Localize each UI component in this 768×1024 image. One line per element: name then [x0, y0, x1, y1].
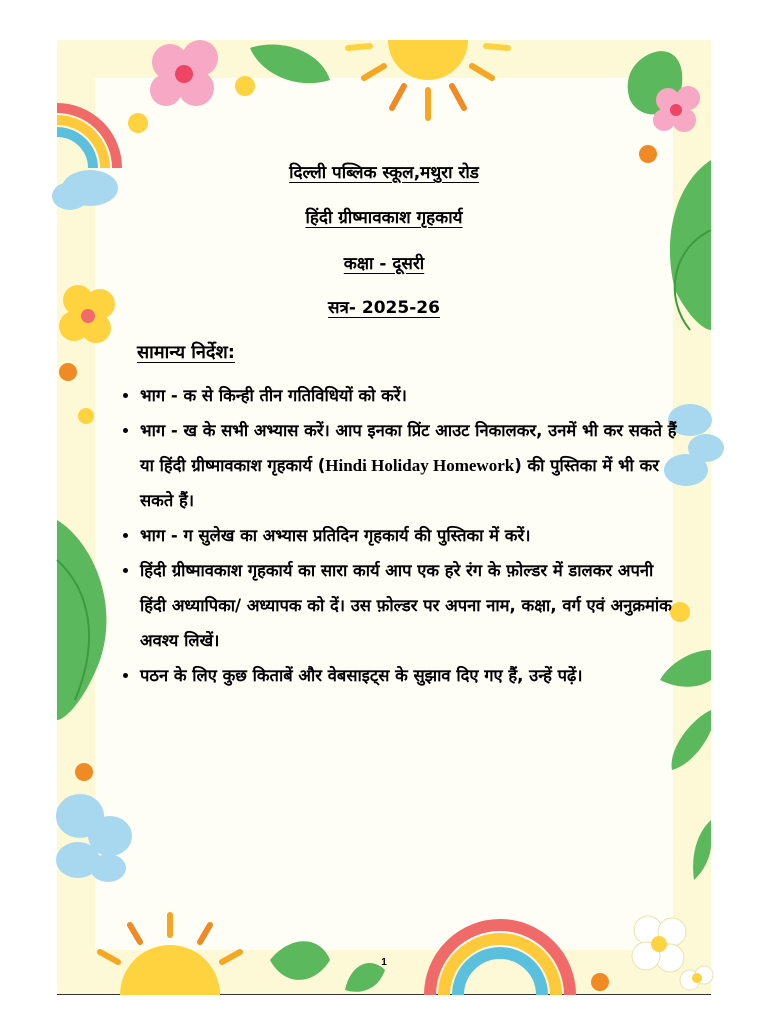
list-item-english-text: Hindi Holiday Homework: [325, 456, 515, 475]
list-item: • भाग - क से किन्ही तीन गतिविधियों को करें।: [140, 378, 680, 413]
list-item-text: भाग - ख के सभी अभ्यास करें। आप इनका प्रिंट आउट निकालकर, उनमें भी कर सकते हैं या हिंदी ग्रीष्मावकाश गृहकार्य (: [140, 421, 677, 475]
session-heading: सत्र- 2025-26: [328, 298, 440, 318]
list-item-text: ) की पुस्तिका में भी कर सकते हैं।: [140, 456, 659, 510]
instructions-list: [118, 378, 680, 693]
subject-title-heading: हिंदी ग्रीष्मावकाश गृहकार्य: [305, 208, 463, 228]
general-instructions-title: सामान्य निर्देश:: [137, 342, 235, 363]
class-heading: कक्षा - दूसरी: [343, 254, 425, 274]
list-item: • पठन के लिए कुछ किताबें और वेबसाइट्स के सुझाव दिए गए हैं, उन्हें पढ़ें।: [140, 658, 680, 693]
page-number: 1: [381, 957, 387, 968]
list-item: • हिंदी ग्रीष्मावकाश गृहकार्य का सारा कार्य आप एक हरे रंग के फ़ोल्डर में डालकर अपनी हिंदी अध्यापिका/ अध्यापक को दें। उस फ़ोल्डर पर अपना नाम, कक्षा, वर्ग एवं अनुक्रमांक अवश्य लिखें।: [140, 553, 680, 658]
school-name-heading: दिल्ली पब्लिक स्कूल,मथुरा रोड: [289, 163, 479, 183]
list-item: • भाग - ग सुलेख का अभ्यास प्रतिदिन गृहकार्य की पुस्तिका में करें।: [140, 518, 680, 553]
list-item: [140, 413, 680, 518]
